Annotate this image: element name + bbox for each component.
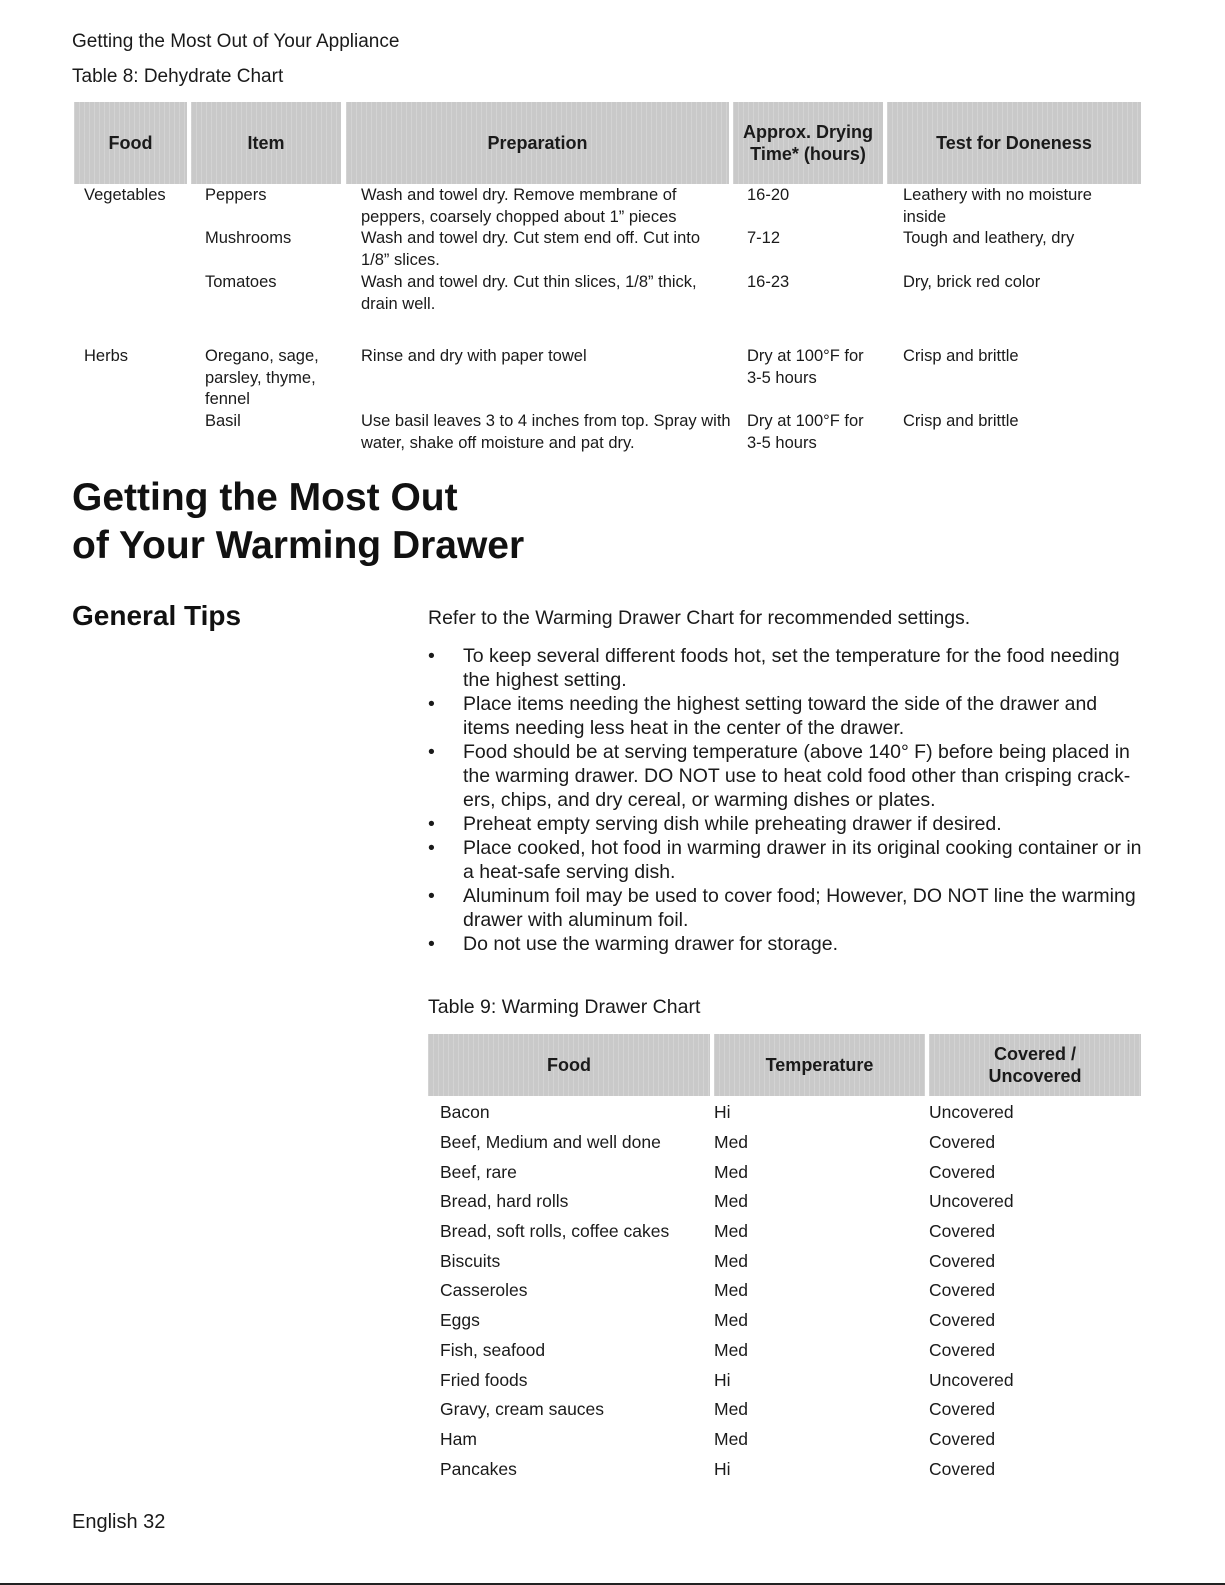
tip-item	[428, 692, 1148, 740]
table-row	[428, 1217, 1141, 1247]
table9-temp-cell: Med	[714, 1132, 749, 1153]
table9-food-cell: Bread, soft rolls, coffee cakes	[440, 1221, 670, 1242]
table9-food-cell: Bread, hard rolls	[440, 1191, 569, 1212]
tip-text: Place cooked, hot food in warming drawer in its original cooking container or in a heat-safe serving dish.	[463, 837, 1142, 883]
table8-row4-item: Basil	[205, 412, 241, 430]
table9-temp-cell: Med	[714, 1250, 749, 1271]
table8-header-food: Food	[74, 102, 187, 184]
table9-food-cell: Gravy, cream sauces	[440, 1399, 605, 1420]
table9-cover-cell: Uncovered	[929, 1102, 1014, 1123]
table9-food-cell: Eggs	[440, 1310, 480, 1331]
table8-header-row	[74, 102, 1141, 184]
table8-row3-time: Dry at 100°F for 3-5 hours	[747, 347, 864, 387]
table8-row0-item: Peppers	[205, 186, 267, 204]
bullet-icon: •	[428, 813, 435, 835]
table9-temp-cell: Med	[714, 1161, 749, 1182]
table9-header-row	[428, 1034, 1141, 1096]
tip-item	[428, 812, 1148, 836]
table-row	[428, 1157, 1141, 1187]
table9-food-cell: Fish, seafood	[440, 1339, 546, 1360]
general-tips-heading: General Tips	[72, 600, 242, 631]
table-row	[428, 1187, 1141, 1217]
table8-header-time-line1: Approx. Drying	[742, 122, 873, 142]
table9-food-cell: Ham	[440, 1428, 477, 1449]
table8-row3-item: Oregano, sage, parsley, thyme, fennel	[205, 347, 319, 408]
tip-text: Food should be at serving temperature (above 140° F) before being placed in the warming drawer. DO NOT use to heat cold food other than crisping crack-ers, chips, and dry cereal, or warming dishes or plates.	[463, 741, 1131, 811]
table9-header-covered-line1: Covered /	[993, 1044, 1077, 1064]
table9-temp-cell: Med	[714, 1310, 749, 1331]
page-number: English 32	[72, 1511, 166, 1533]
section-title-line1: Getting the Most Out	[72, 476, 458, 519]
table9-temp-cell: Med	[714, 1221, 749, 1242]
bullet-icon: •	[428, 837, 435, 859]
table8-row3-test: Crisp and brittle	[903, 347, 1019, 365]
section-title	[72, 474, 524, 570]
table9-temp-cell: Med	[714, 1339, 749, 1360]
tip-text: Preheat empty serving dish while preheating drawer if desired.	[463, 813, 1002, 835]
table9-cover-cell: Uncovered	[929, 1191, 1014, 1212]
table9-food-cell: Beef, Medium and well done	[440, 1132, 661, 1153]
table8-row0-test: Leathery with no moisture inside	[903, 186, 1092, 226]
table-row	[428, 1246, 1141, 1276]
table8-row1-prep: Wash and towel dry. Cut stem end off. Cut into 1/8” slices.	[361, 229, 701, 269]
table-row	[428, 1128, 1141, 1158]
table-row	[428, 1395, 1141, 1425]
table-row	[428, 1276, 1141, 1306]
table9-food-cell: Pancakes	[440, 1458, 517, 1479]
table9-temp-cell: Hi	[714, 1369, 731, 1390]
table9-cover-cell: Covered	[929, 1428, 996, 1449]
table-row	[428, 1425, 1141, 1455]
table9-caption: Table 9: Warming Drawer Chart	[428, 996, 701, 1018]
table8-row4-prep: Use basil leaves 3 to 4 inches from top. Spray with water, shake off moisture and pat dry.	[361, 412, 731, 452]
tip-text: To keep several different foods hot, set the temperature for the food needing the highest setting.	[463, 645, 1120, 691]
intro-text: Refer to the Warming Drawer Chart for recommended settings.	[428, 607, 971, 629]
table9-temp-cell: Med	[714, 1280, 749, 1301]
bullet-icon: •	[428, 645, 435, 667]
table8-row4-test: Crisp and brittle	[903, 412, 1019, 430]
table9-cover-cell: Covered	[929, 1132, 996, 1153]
table9-temp-cell: Med	[714, 1428, 749, 1449]
table8-row1-time: 7-12	[747, 229, 781, 247]
bullet-icon: •	[428, 741, 435, 763]
table-row	[428, 1454, 1141, 1484]
table8-row3-food: Herbs	[84, 347, 129, 365]
table8-row4-time: Dry at 100°F for 3-5 hours	[747, 412, 864, 452]
tip-text: Place items needing the highest setting toward the side of the drawer and items needing less heat in the center of the drawer.	[463, 693, 1098, 739]
table8-row2-item: Tomatoes	[205, 273, 277, 291]
table8-row0-time: 16-20	[747, 186, 790, 204]
table9-header-temperature: Temperature	[714, 1034, 925, 1096]
tip-item	[428, 740, 1148, 812]
bullet-icon: •	[428, 693, 435, 715]
table8-row2-time: 16-23	[747, 273, 790, 291]
section-title-line2: of Your Warming Drawer	[72, 524, 525, 567]
dehydrate-chart-table	[74, 102, 1141, 184]
table8-row0-food: Vegetables	[84, 186, 166, 204]
tips-list	[428, 644, 1148, 956]
table9-food-cell: Biscuits	[440, 1250, 501, 1271]
warming-drawer-chart-table	[428, 1034, 1141, 1479]
tip-text: Aluminum foil may be used to cover food; However, DO NOT line the warming drawer with aluminum foil.	[463, 885, 1136, 931]
table9-body	[428, 1098, 1141, 1484]
table9-cover-cell: Covered	[929, 1221, 996, 1242]
table9-temp-cell: Med	[714, 1399, 749, 1420]
tip-item	[428, 836, 1148, 884]
tip-item	[428, 644, 1148, 692]
table8-header-time-line2: Time* (hours)	[750, 144, 866, 164]
table9-cover-cell: Uncovered	[929, 1369, 1014, 1390]
table9-food-cell: Casseroles	[440, 1280, 528, 1301]
running-head: Getting the Most Out of Your Appliance	[72, 31, 400, 52]
table8-row1-test: Tough and leathery, dry	[903, 229, 1075, 247]
table-row	[428, 1306, 1141, 1336]
table9-cover-cell: Covered	[929, 1399, 996, 1420]
table9-temp-cell: Hi	[714, 1102, 731, 1123]
table9-temp-cell: Hi	[714, 1458, 731, 1479]
tip-item	[428, 884, 1148, 932]
table8-header-preparation: Preparation	[346, 102, 729, 184]
table8-header-drying-time	[733, 102, 883, 184]
table9-cover-cell: Covered	[929, 1280, 996, 1301]
table-row	[428, 1098, 1141, 1128]
table8-caption: Table 8: Dehydrate Chart	[72, 66, 284, 87]
table9-header-covered-line2: Uncovered	[988, 1066, 1082, 1086]
table8-row2-prep: Wash and towel dry. Cut thin slices, 1/8” thick, drain well.	[361, 273, 697, 313]
table9-cover-cell: Covered	[929, 1458, 996, 1479]
table9-cover-cell: Covered	[929, 1310, 996, 1331]
table8-header-doneness: Test for Doneness	[887, 102, 1141, 184]
table8-row3-prep: Rinse and dry with paper towel	[361, 347, 587, 365]
table-row	[428, 1336, 1141, 1366]
table8-header-item: Item	[191, 102, 341, 184]
table8-row0-prep: Wash and towel dry. Remove membrane of peppers, coarsely chopped about 1” pieces	[361, 186, 677, 226]
table-row	[428, 1365, 1141, 1395]
table9-header-covered	[929, 1034, 1141, 1096]
table9-food-cell: Fried foods	[440, 1369, 528, 1390]
table9-cover-cell: Covered	[929, 1339, 996, 1360]
tip-text: Do not use the warming drawer for storage.	[463, 933, 839, 955]
table8-row1-item: Mushrooms	[205, 229, 292, 247]
bullet-icon: •	[428, 885, 435, 907]
tip-item	[428, 932, 1148, 956]
table8-row2-test: Dry, brick red color	[903, 273, 1041, 291]
table9-header-food: Food	[428, 1034, 710, 1096]
table9-cover-cell: Covered	[929, 1161, 996, 1182]
table9-cover-cell: Covered	[929, 1250, 996, 1271]
table9-temp-cell: Med	[714, 1191, 749, 1212]
bullet-icon: •	[428, 933, 435, 955]
table9-food-cell: Beef, rare	[440, 1161, 517, 1182]
table9-food-cell: Bacon	[440, 1102, 490, 1123]
